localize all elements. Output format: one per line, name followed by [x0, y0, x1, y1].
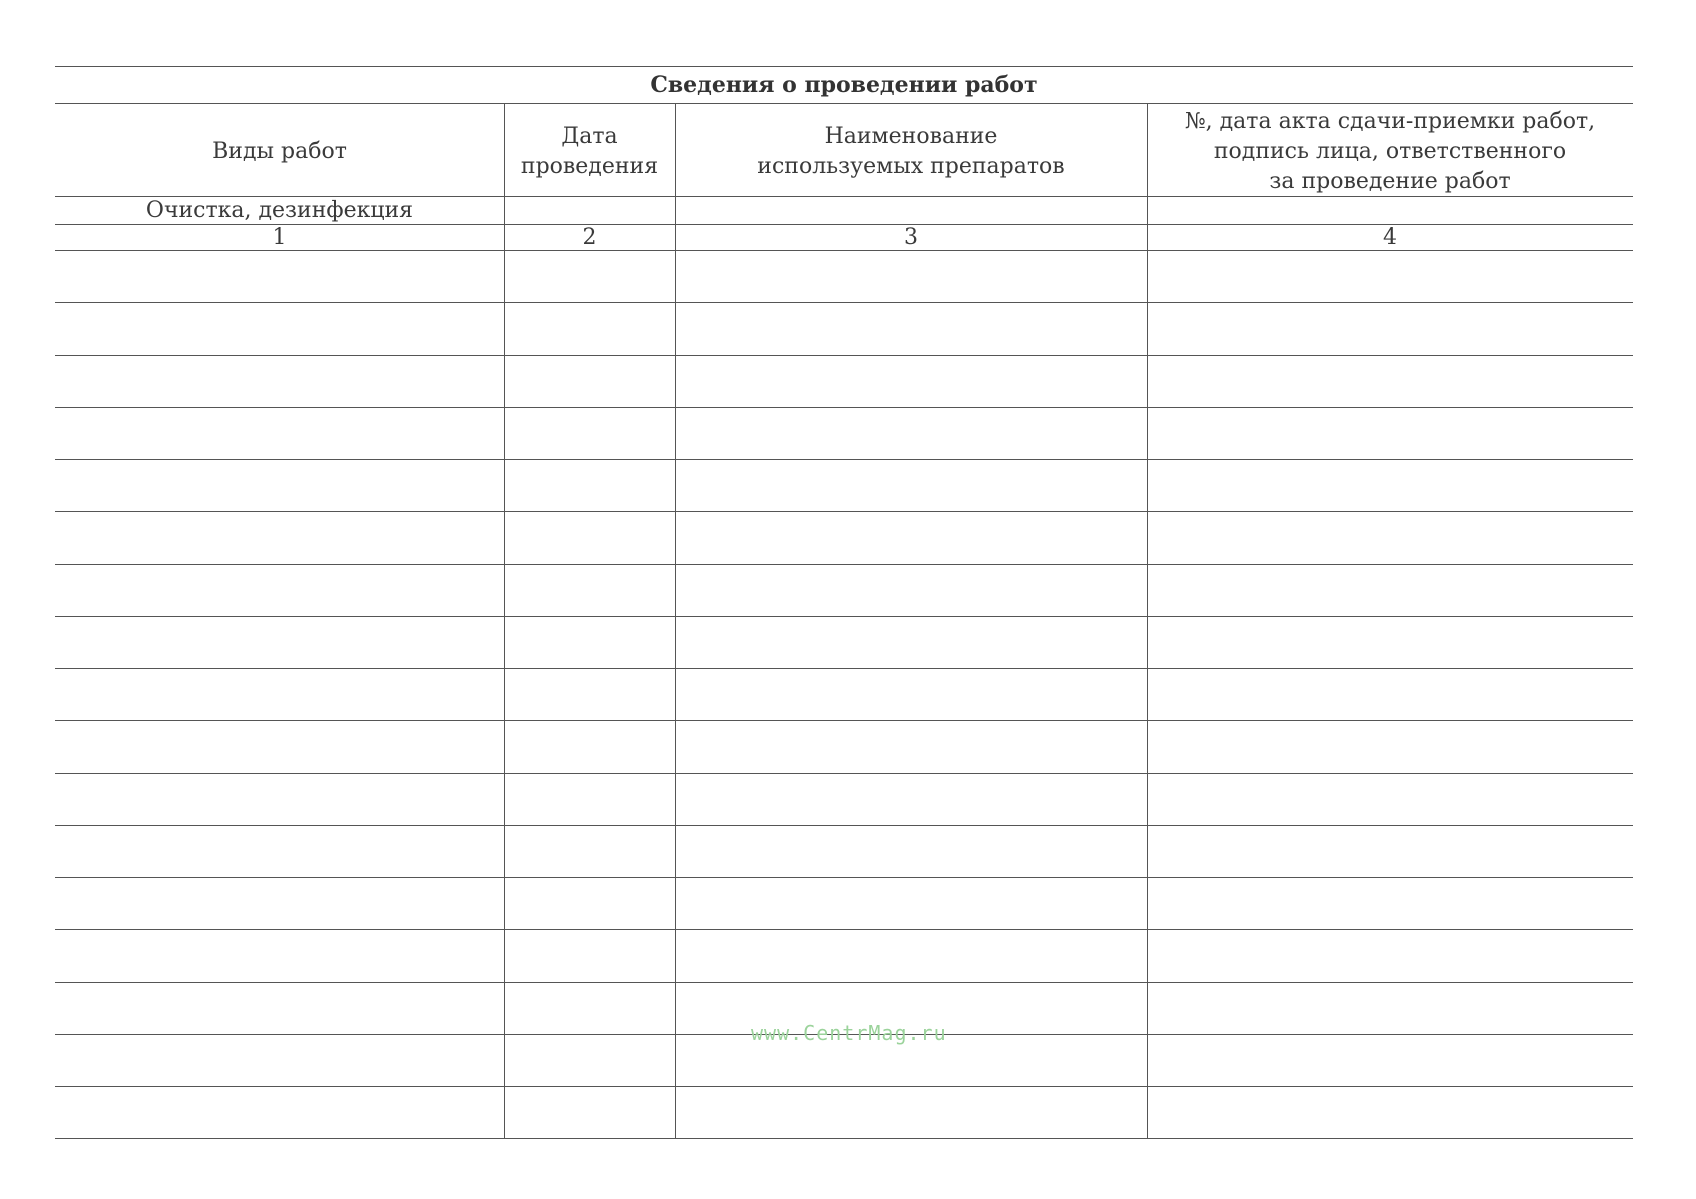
- column-header-act: [1147, 107, 1633, 197]
- column-number-4: 4: [1383, 225, 1397, 250]
- table-row-rule: [55, 616, 1633, 617]
- table-row-rule: [55, 302, 1633, 303]
- table-row-rule: [55, 929, 1633, 930]
- column-number-3: 3: [904, 225, 918, 250]
- table-row-rule: [55, 355, 1633, 356]
- column-header-date-line-2: проведения: [520, 154, 659, 179]
- column-header-preparations: [675, 122, 1147, 182]
- table-row-rule: [55, 564, 1633, 565]
- form-title: Сведения о проведении работ: [650, 72, 1038, 98]
- table-row-rule: [55, 407, 1633, 408]
- column-header-date: [504, 122, 675, 182]
- table-row-rule: [55, 668, 1633, 669]
- table-row-rule: [55, 825, 1633, 826]
- table-row-rule: [55, 982, 1633, 983]
- table-column-rule: [675, 103, 676, 1138]
- column-number-2: 2: [582, 225, 597, 250]
- column-header-preparations-line-2: используемых препаратов: [757, 154, 1065, 179]
- table-row-rule: [55, 1086, 1633, 1087]
- column-header-act-line-3: за проведение работ: [1269, 169, 1511, 194]
- column-number-1: 1: [272, 225, 287, 250]
- table-column-rule: [504, 103, 505, 1138]
- column-header-preparations-line-1: Наименование: [824, 124, 998, 149]
- watermark: www.CentrMag.ru: [751, 1021, 947, 1045]
- table-column-rule: [1147, 103, 1148, 1138]
- column-header-act-line-2: подпись лица, ответственного: [1213, 139, 1567, 164]
- subheader-cleaning-disinfection: Очистка, дезинфекция: [145, 198, 414, 223]
- table-row-rule: [55, 1138, 1633, 1139]
- column-header-date-line-1: Дата: [561, 124, 618, 149]
- table-row-rule: [55, 103, 1633, 104]
- table-row-rule: [55, 720, 1633, 721]
- table-row-rule: [55, 66, 1633, 67]
- table-row-rule: [55, 773, 1633, 774]
- column-header-act-line-1: №, дата акта сдачи-приемки работ,: [1184, 109, 1596, 134]
- table-row-rule: [55, 459, 1633, 460]
- table-row-rule: [55, 877, 1633, 878]
- table-row-rule: [55, 511, 1633, 512]
- column-header-work-types: Виды работ: [212, 139, 347, 164]
